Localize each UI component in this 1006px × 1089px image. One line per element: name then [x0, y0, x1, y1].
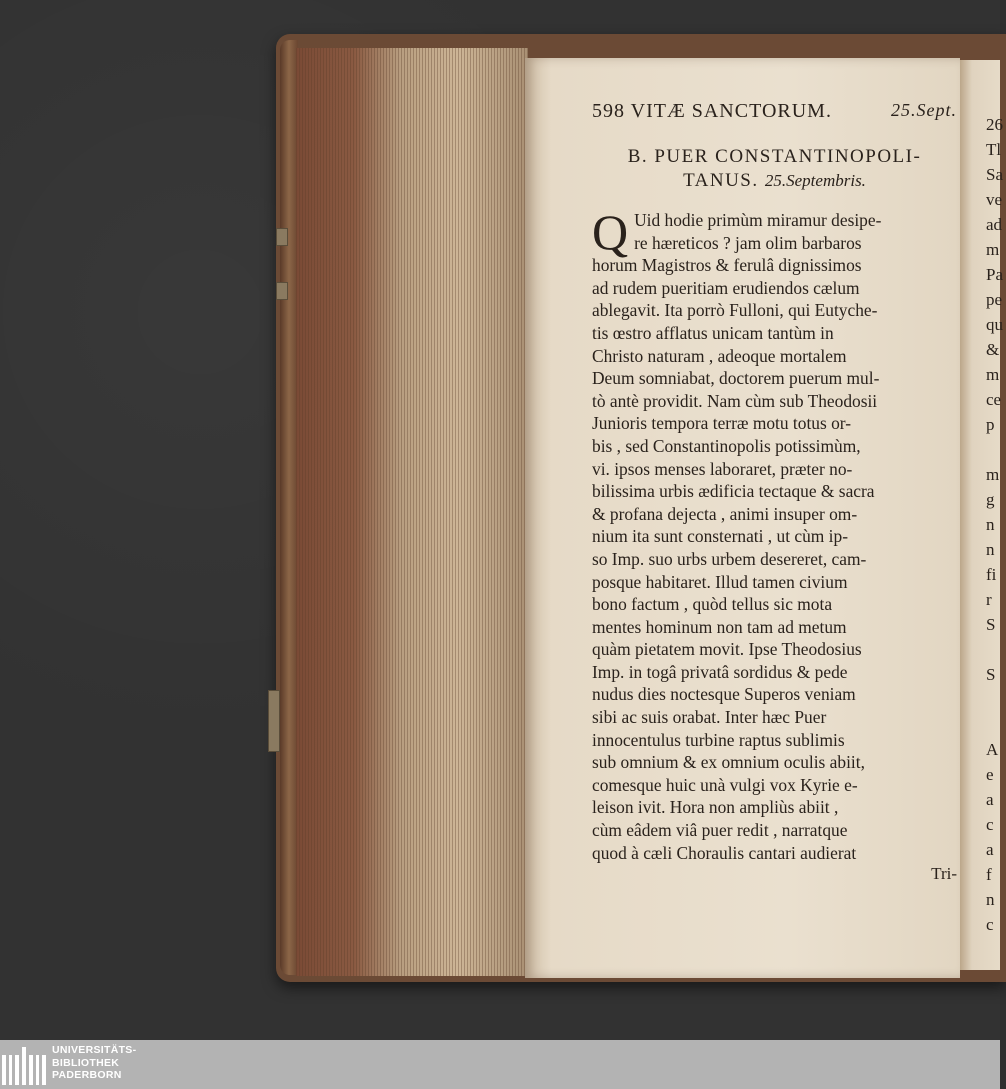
right-page-fragment: ve — [986, 190, 1003, 209]
clasp-top — [276, 228, 288, 246]
text-line: Uid hodie primùm miramur desipe- — [634, 210, 882, 230]
text-line: ablegavit. Ita porrò Fulloni, qui Eutyche- — [592, 300, 878, 321]
right-page-fragment: m — [986, 240, 1000, 259]
right-page-fragment: 26 — [986, 115, 1003, 134]
saint-heading-line2 — [592, 169, 957, 193]
right-page-fragment: c — [986, 915, 994, 934]
library-logo-text — [52, 1044, 136, 1082]
text-line: tò antè providit. Nam cùm sub Theodosii — [592, 390, 878, 411]
right-page-fragment: m — [986, 365, 1000, 384]
saint-heading-date: 25.Septembris. — [764, 171, 866, 190]
text-line: mentes hominum non tam ad metum — [592, 616, 847, 637]
text-line: ad rudem pueritiam erudiendos cælum — [592, 277, 860, 298]
right-page-fragment: e — [986, 765, 994, 784]
body-text — [592, 204, 957, 864]
right-page-fragment: a — [986, 840, 994, 859]
right-page-fragment: Tl — [986, 140, 1002, 159]
text-line: posque habitaret. Illud tamen civium — [592, 571, 848, 592]
logo-line: BIBLIOTHEK — [52, 1056, 120, 1069]
right-page-fragment: pe — [986, 290, 1003, 309]
text-line: innocentulus turbine raptus sublimis — [592, 729, 845, 750]
right-page-fragment: c — [986, 815, 994, 834]
right-page-fragment: S — [986, 615, 996, 634]
right-page-fragment: fi — [986, 565, 997, 584]
clasp-bottom — [268, 690, 280, 752]
right-page-fragment: a — [986, 790, 994, 809]
text-line: bis , sed Constantinopolis potissimùm, — [592, 435, 861, 456]
right-page-fragment: Pa — [986, 265, 1003, 284]
right-page-fragment — [986, 712, 1000, 737]
text-line: so Imp. suo urbs urbem desereret, cam- — [592, 548, 867, 569]
text-line: Imp. in togâ privatâ sordidus & pede — [592, 661, 848, 682]
right-page-fragment: ce — [986, 390, 1002, 409]
page-text — [592, 100, 957, 884]
right-page-fragment: & — [986, 340, 1000, 359]
text-line: re hæreticos ? jam olim barbaros — [634, 232, 862, 253]
right-page-fragment: p — [986, 415, 995, 434]
right-page-fragment: g — [986, 490, 995, 509]
text-line: & profana dejecta , animi insuper om- — [592, 503, 858, 524]
right-page-fragment: n — [986, 540, 995, 559]
saint-heading — [592, 145, 957, 193]
text-line: tis œstro afflatus unicam tantùm in — [592, 322, 834, 343]
right-page-fragment: ad — [986, 215, 1003, 234]
text-line: horum Magistros & ferulâ dignissimos — [592, 255, 862, 276]
text-line: sibi ac suis orabat. Inter hæc Puer — [592, 707, 827, 728]
page-edges — [296, 48, 528, 976]
logo-line: PADERBORN — [52, 1069, 122, 1081]
right-page-fragment: Sa — [986, 165, 1003, 184]
text-line: nium ita sunt consternati , ut cùm ip- — [592, 526, 848, 547]
text-line: sub omnium & ex omnium oculis abiit, — [592, 752, 865, 773]
saint-heading-caps: TANUS. — [683, 170, 759, 191]
footer-bar — [0, 1040, 1000, 1089]
drop-cap: Q — [592, 204, 629, 260]
clasp-middle — [276, 282, 288, 300]
right-page-fragment: qu — [986, 315, 1003, 334]
text-line: nudus dies noctesque Superos veniam — [592, 684, 856, 705]
text-line: leison ivit. Hora non ampliùs abiit , — [592, 797, 839, 818]
library-logo-icon — [2, 1043, 46, 1085]
right-page-fragment: n — [986, 890, 995, 909]
right-page-fragment: S — [986, 665, 996, 684]
right-page-fragment: f — [986, 865, 992, 884]
text-line: Christo naturam , adeoque mortalem — [592, 345, 847, 366]
saint-heading-line1: B. PUER CONSTANTINOPOLI- — [627, 146, 922, 167]
right-page-text-fragments — [986, 112, 1003, 937]
running-head-title: 598 VITÆ SANCTORUM. — [592, 100, 832, 122]
running-head-date: 25.Sept. — [891, 100, 957, 120]
running-head — [592, 100, 957, 123]
text-line: quàm pietatem movit. Ipse Theodosius — [592, 639, 862, 660]
right-page-fragment: n — [986, 515, 995, 534]
catchword: Tri- — [931, 864, 957, 884]
text-line: quod à cæli Choraulis cantari audierat — [592, 842, 857, 863]
right-page-fragment — [986, 437, 1000, 462]
logo-line: UNIVERSITÄTS- — [52, 1044, 137, 1056]
text-line: vi. ipsos menses laboraret, præter no- — [592, 458, 853, 479]
right-page-fragment — [986, 637, 1000, 662]
text-line: comesque huic unà vulgi vox Kyrie e- — [592, 774, 858, 795]
right-page-fragment — [986, 687, 1000, 712]
text-line: bono factum , quòd tellus sic mota — [592, 594, 833, 615]
text-line: Deum somniabat, doctorem puerum mul- — [592, 368, 880, 389]
right-page-fragment: A — [986, 740, 999, 759]
right-page-fragment: m — [986, 465, 1000, 484]
right-page-fragment: r — [986, 590, 992, 609]
text-line: bilissima urbis ædificia tectaque & sacra — [592, 481, 875, 502]
text-line: cùm eâdem viâ puer redit , narratque — [592, 820, 848, 841]
text-line: Junioris tempora terræ motu totus or- — [592, 413, 852, 434]
